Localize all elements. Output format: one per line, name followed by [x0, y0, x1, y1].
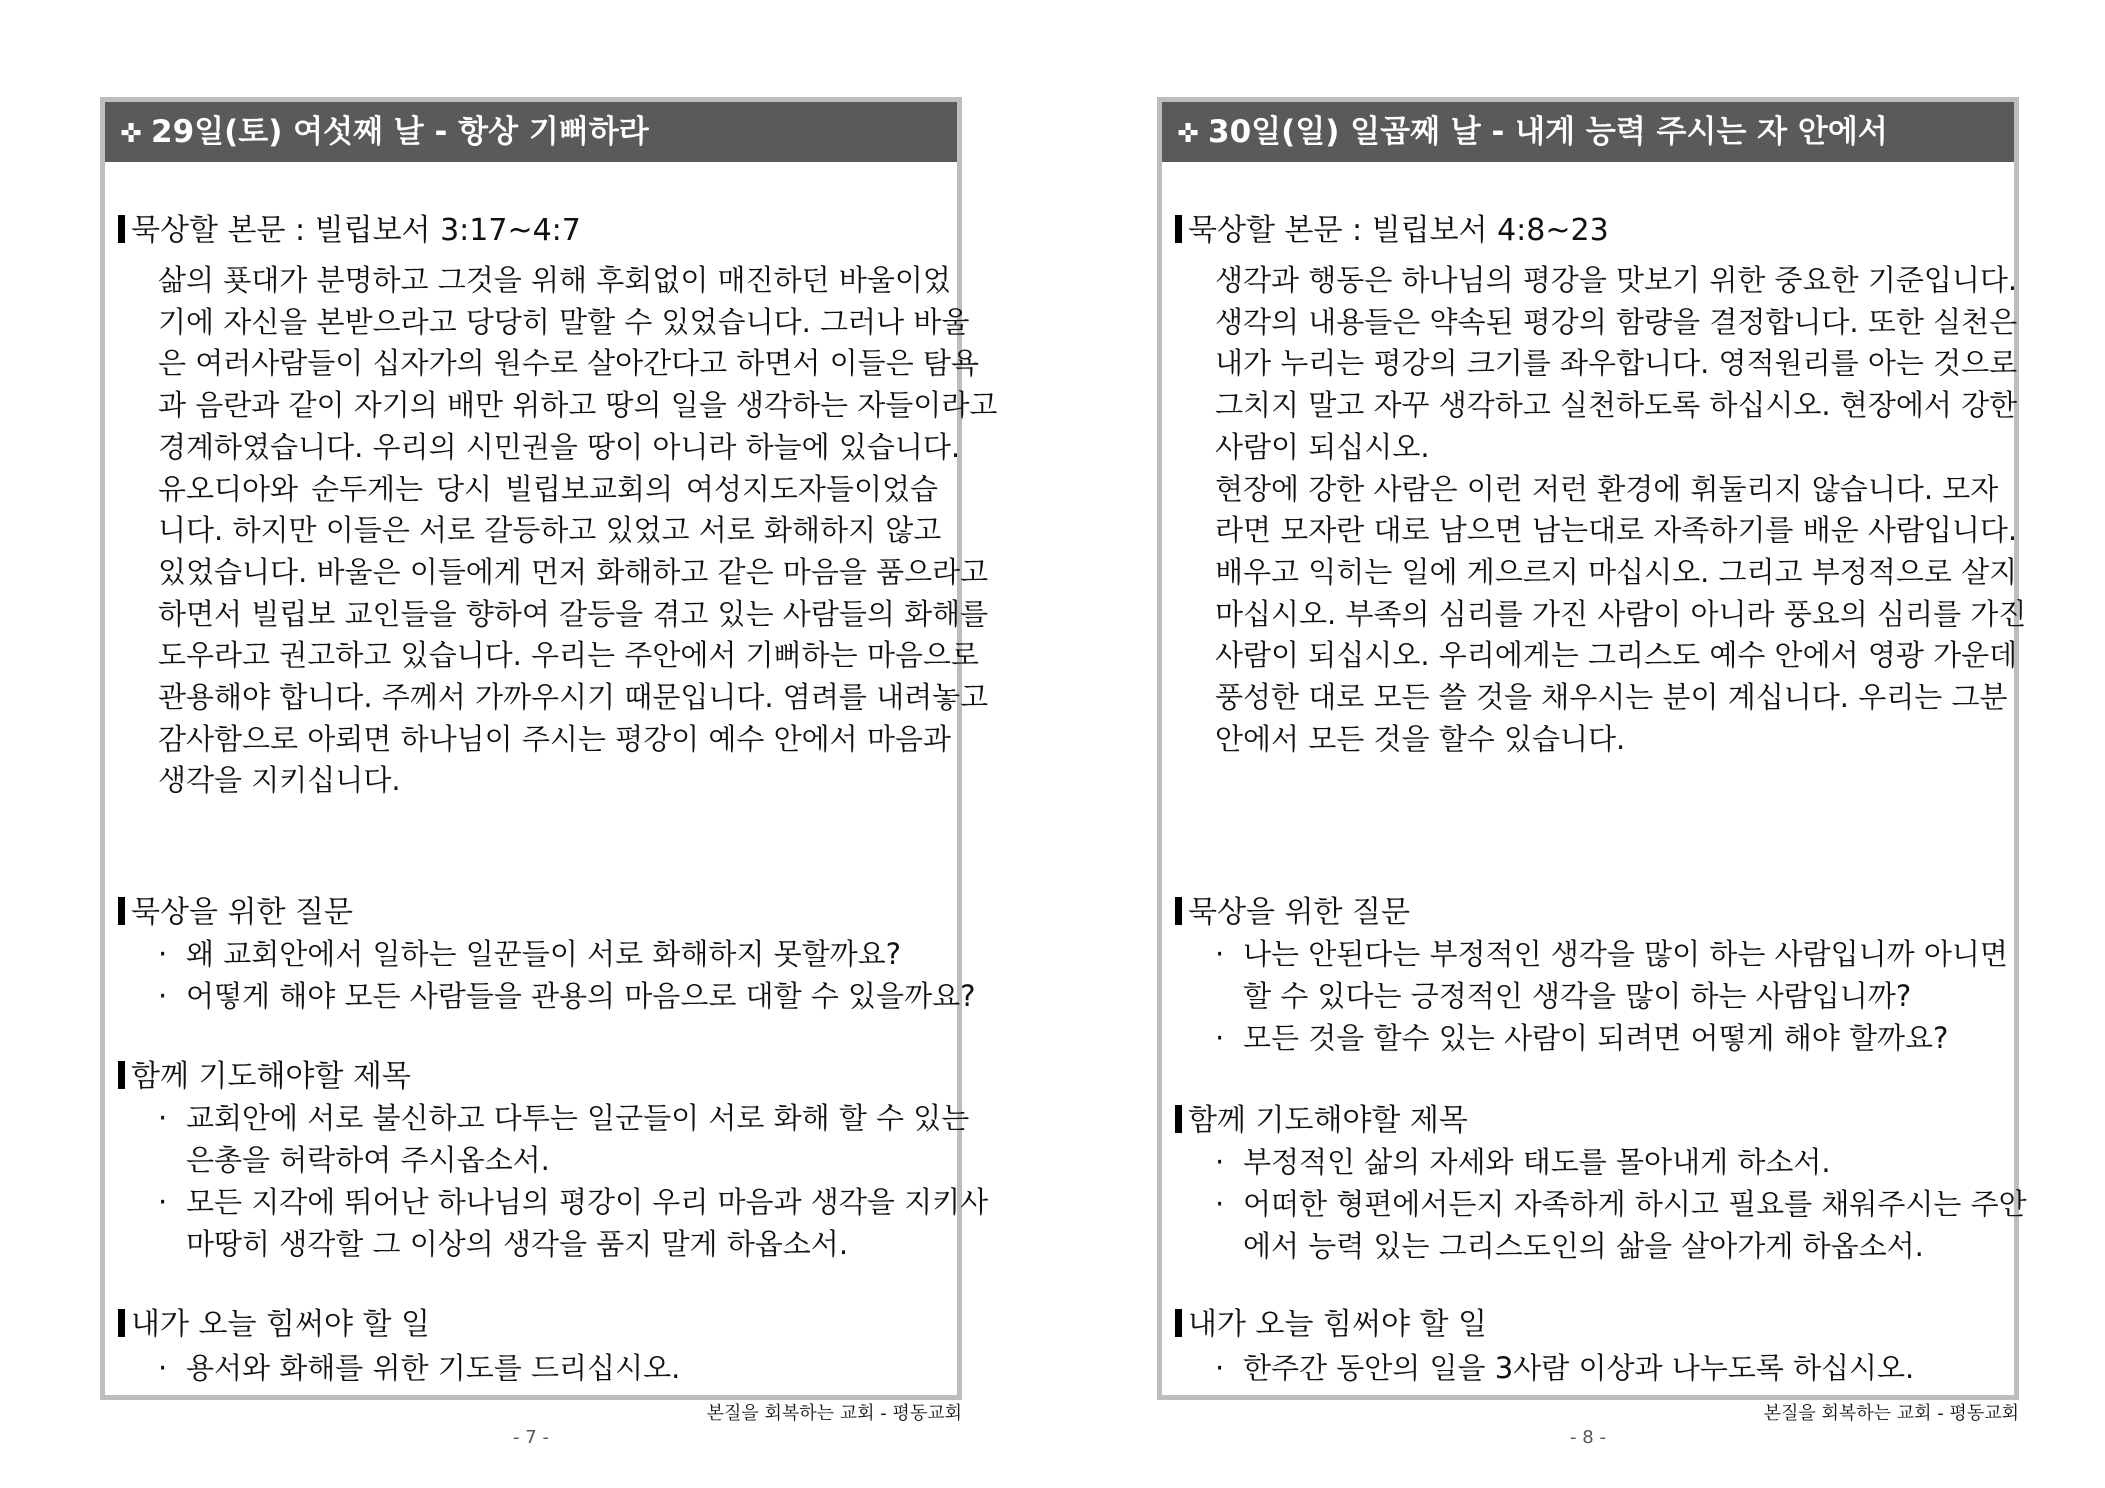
list-item — [158, 1181, 989, 1265]
text-line: 있었습니다. 바울은 이들에게 먼저 화해하고 같은 마음을 품으라고 — [158, 554, 989, 589]
list-item — [158, 933, 948, 975]
page-title-bar — [105, 102, 957, 162]
page-number: - 7 - — [513, 1427, 549, 1448]
task-list — [1215, 1347, 2005, 1389]
text-line: 니다. 하지만 이들은 서로 갈등하고 있었고 서로 화해하지 않고 — [158, 513, 942, 548]
heading-bar-icon — [118, 215, 125, 243]
prayer-list — [1215, 1141, 2027, 1267]
list-item-line: 나는 안된다는 부정적인 생각을 많이 하는 사람입니까 아니면 — [1243, 937, 2008, 971]
list-item — [158, 1097, 970, 1181]
page-footer: 본질을 회복하는 교회 - 평동교회 — [1763, 1403, 2019, 1424]
dot-bullet-icon: · — [158, 979, 168, 1013]
list-item-line: 마땅히 생각할 그 이상의 생각을 품지 말게 하옵소서. — [186, 1227, 849, 1261]
text-line: 그치지 말고 자꾸 생각하고 실천하도록 하십시오. 현장에서 강한 — [1215, 388, 2018, 423]
list-item-line: 용서와 화해를 위한 기도를 드리십시오. — [186, 1351, 681, 1385]
list-item-line: 할 수 있다는 긍정적인 생각을 많이 하는 사람입니까? — [1243, 979, 1912, 1013]
task-section-heading: 내가 오늘 힘써야 할 일 — [1175, 1305, 1487, 1345]
text-line: 사람이 되십시오. 우리에게는 그리스도 예수 안에서 영광 가운데 — [1215, 638, 2018, 673]
text-line: 유오디아와 순두게는 당시 빌립보교회의 여성지도자들이었습 — [158, 471, 938, 506]
prayer-section-heading: 함께 기도해야할 제목 — [118, 1057, 411, 1097]
text-line: 감사함으로 아뢰면 하나님이 주시는 평강이 예수 안에서 마음과 — [158, 721, 951, 756]
dot-bullet-icon: · — [1215, 1351, 1225, 1385]
text-line: 도우라고 권고하고 있습니다. 우리는 주안에서 기뻐하는 마음으로 — [158, 638, 979, 673]
dot-bullet-icon: · — [1215, 937, 1225, 971]
text-line: 기에 자신을 본받으라고 당당히 말할 수 있었습니다. 그러나 바울 — [158, 304, 970, 339]
text-line: 은 여러사람들이 십자가의 원수로 살아간다고 하면서 이들은 탐욕 — [158, 346, 979, 381]
paragraph-1 — [158, 260, 998, 469]
paragraph-1 — [1215, 260, 2018, 469]
dot-bullet-icon: · — [1215, 1021, 1225, 1055]
meditation-text — [158, 260, 998, 802]
page-footer: 본질을 회복하는 교회 - 평동교회 — [706, 1403, 962, 1424]
text-line: 관용해야 합니다. 주께서 가까우시기 때문입니다. 염려를 내려놓고 — [158, 680, 989, 715]
page-title: 30일(일) 일곱째 날 - 내게 능력 주시는 자 안에서 — [1208, 114, 1888, 150]
dot-bullet-icon: · — [1215, 1187, 1225, 1221]
list-item — [1215, 1017, 2005, 1059]
cross-bullet-icon: ✜ — [1177, 119, 1199, 149]
text-line: 생각과 행동은 하나님의 평강을 맛보기 위한 중요한 기준입니다. — [1215, 263, 2018, 297]
list-item — [1215, 1347, 2005, 1389]
text-line: 삶의 푯대가 분명하고 그것을 위해 후회없이 매진하던 바울이었 — [158, 263, 951, 297]
list-item-line: 왜 교회안에서 일하는 일꾼들이 서로 화해하지 못할까요? — [186, 937, 902, 971]
page-number: - 8 - — [1570, 1427, 1606, 1448]
text-line: 마십시오. 부족의 심리를 가진 사람이 아니라 풍요의 심리를 가진 — [1215, 596, 2027, 631]
task-section-heading: 내가 오늘 힘써야 할 일 — [118, 1305, 430, 1345]
dot-bullet-icon: · — [158, 1351, 168, 1385]
text-line: 풍성한 대로 모든 쓸 것을 채우시는 분이 계십니다. 우리는 그분 — [1215, 680, 2008, 715]
list-item-line: 은총을 허락하여 주시옵소서. — [186, 1143, 550, 1177]
question-section-heading: 묵상을 위한 질문 — [1175, 893, 1410, 933]
heading-bar-icon — [1175, 215, 1182, 243]
list-item-line: 부정적인 삶의 자세와 태도를 몰아내게 하소서. — [1243, 1145, 1831, 1179]
question-list — [1215, 933, 2008, 1059]
list-item-line: 에서 능력 있는 그리스도인의 삶을 살아가게 하옵소서. — [1243, 1229, 1924, 1263]
dot-bullet-icon: · — [158, 1185, 168, 1219]
text-section-heading: 묵상할 본문 : 빌립보서 3:17~4:7 — [118, 211, 581, 251]
prayer-list — [158, 1097, 989, 1265]
text-line: 사람이 되십시오. — [1215, 429, 1430, 464]
paragraph-2 — [158, 469, 989, 803]
list-item — [1215, 1183, 2027, 1267]
text-line: 배우고 익히는 일에 게으르지 마십시오. 그리고 부정적으로 살지 — [1215, 554, 2018, 589]
prayer-section-heading: 함께 기도해야할 제목 — [1175, 1101, 1468, 1141]
page-title-bar — [1162, 102, 2014, 162]
list-item-line: 어떻게 해야 모든 사람들을 관용의 마음으로 대할 수 있을까요? — [186, 979, 976, 1013]
heading-bar-icon — [1175, 897, 1182, 925]
meditation-text — [1215, 260, 2027, 760]
page-title: 29일(토) 여섯째 날 - 항상 기뻐하라 — [151, 114, 649, 150]
text-section-heading: 묵상할 본문 : 빌립보서 4:8~23 — [1175, 211, 1609, 251]
text-line: 과 음란과 같이 자기의 배만 위하고 땅의 일을 생각하는 자들이라고 — [158, 388, 998, 423]
list-item — [1215, 933, 2008, 1017]
heading-bar-icon — [118, 897, 125, 925]
heading-bar-icon — [1175, 1105, 1182, 1133]
dot-bullet-icon: · — [158, 937, 168, 971]
text-line: 경계하였습니다. 우리의 시민권을 땅이 아니라 하늘에 있습니다. — [158, 429, 961, 464]
question-list — [158, 933, 976, 1017]
list-item-line: 모든 것을 할수 있는 사람이 되려면 어떻게 해야 할까요? — [1243, 1021, 1949, 1055]
paragraph-2 — [1215, 469, 2027, 761]
dot-bullet-icon: · — [158, 1101, 168, 1135]
list-item — [158, 975, 976, 1017]
text-line: 내가 누리는 평강의 크기를 좌우합니다. 영적원리를 아는 것으로 — [1215, 346, 2018, 381]
list-item-line: 한주간 동안의 일을 3사람 이상과 나누도록 하십시오. — [1243, 1351, 1915, 1385]
left-page — [100, 97, 998, 1448]
text-line: 생각을 지키십니다. — [158, 763, 401, 798]
heading-bar-icon — [118, 1061, 125, 1089]
heading-bar-icon — [1175, 1309, 1182, 1337]
list-item-line: 교회안에 서로 불신하고 다투는 일군들이 서로 화해 할 수 있는 — [186, 1101, 970, 1135]
text-line: 생각의 내용들은 약속된 평강의 함량을 결정합니다. 또한 실천은 — [1215, 304, 2018, 339]
list-item — [158, 1347, 948, 1389]
text-line: 안에서 모든 것을 할수 있습니다. — [1215, 721, 1626, 756]
text-line: 하면서 빌립보 교인들을 향하여 갈등을 겪고 있는 사람들의 화해를 — [158, 596, 989, 631]
text-line: 현장에 강한 사람은 이런 저런 환경에 휘둘리지 않습니다. 모자 — [1215, 471, 1999, 506]
list-item — [1215, 1141, 2005, 1183]
heading-bar-icon — [118, 1309, 125, 1337]
cross-bullet-icon: ✜ — [120, 119, 142, 149]
right-page — [1157, 97, 2027, 1448]
text-line: 라면 모자란 대로 남으면 남는대로 자족하기를 배운 사람입니다. — [1215, 513, 2018, 548]
list-item-line: 모든 지각에 뛰어난 하나님의 평강이 우리 마음과 생각을 지키사 — [186, 1185, 989, 1219]
question-section-heading: 묵상을 위한 질문 — [118, 893, 353, 933]
list-item-line: 어떠한 형편에서든지 자족하게 하시고 필요를 채워주시는 주안 — [1243, 1187, 2027, 1221]
dot-bullet-icon: · — [1215, 1145, 1225, 1179]
task-list — [158, 1347, 948, 1389]
